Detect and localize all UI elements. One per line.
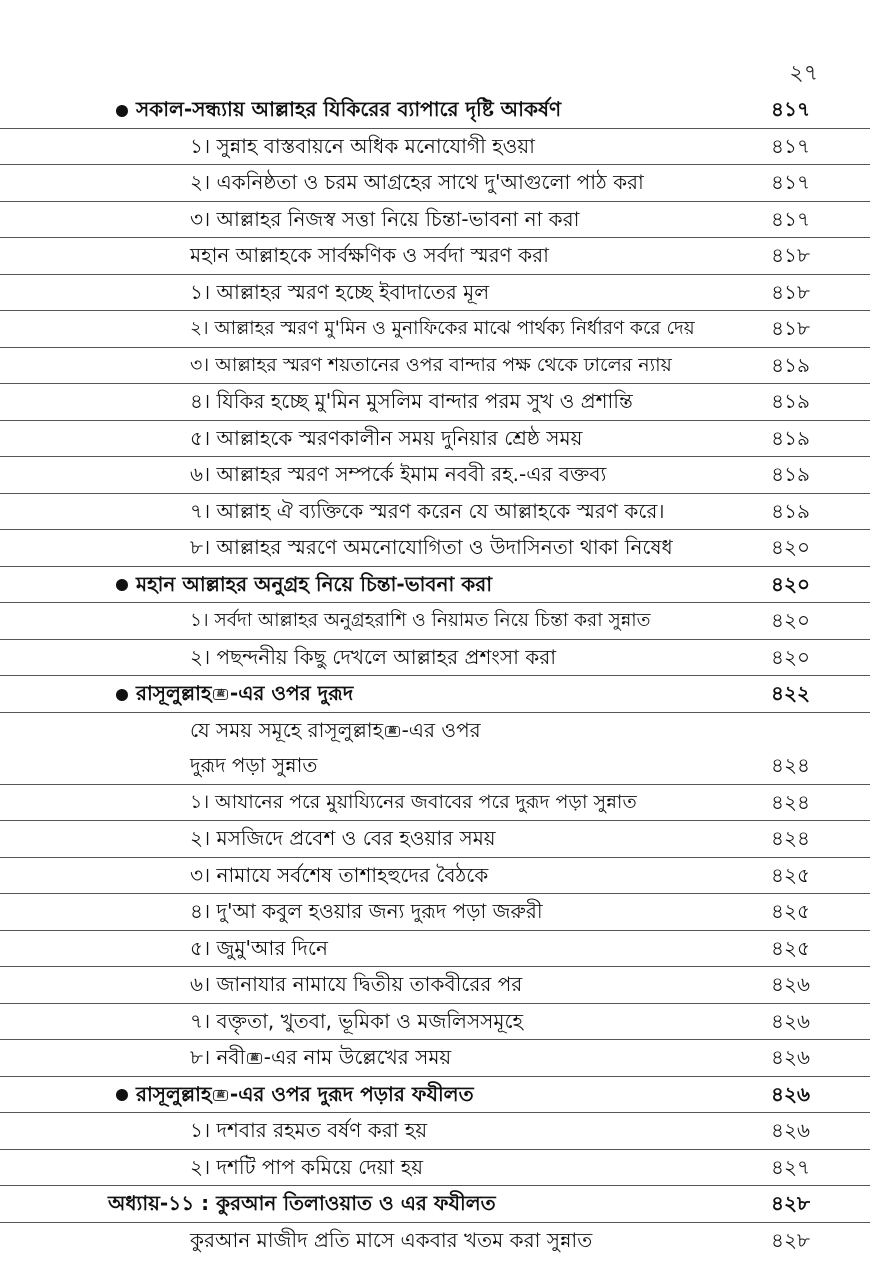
table-of-contents xyxy=(0,92,870,1258)
entry-page: ৪২০ xyxy=(771,644,810,669)
entry-page: ৪২০ xyxy=(771,571,810,596)
entry-page: ৪২৫ xyxy=(771,862,810,887)
entry-title: ৩। আল্লাহর নিজস্ব সত্তা নিয়ে চিন্তা-ভাবনা না করা xyxy=(190,206,580,231)
toc-entry xyxy=(0,785,870,822)
toc-entry xyxy=(0,1223,870,1259)
entry-page: ৪২৮ xyxy=(771,1227,810,1252)
entry-page: ৪২২ xyxy=(771,681,810,705)
entry-page: ৪১৯ xyxy=(771,389,810,413)
entry-page: ৪১৮ xyxy=(771,279,810,304)
toc-entry xyxy=(0,821,870,858)
entry-title: ৫। জুমু'আর দিনে xyxy=(190,935,328,960)
entry-title xyxy=(136,676,353,712)
toc-entry xyxy=(0,530,870,567)
toc-entry xyxy=(0,348,870,385)
toc-entry xyxy=(0,1004,870,1041)
entry-page: ৪১৯ xyxy=(771,498,810,523)
toc-entry xyxy=(0,457,870,494)
toc-entry-heading xyxy=(0,567,870,604)
chapter-title: অধ্যায়-১১ : কুরআন তিলাওয়াত ও এর ফযীলত xyxy=(108,1191,496,1215)
toc-entry xyxy=(0,165,870,202)
entry-page: ৪১৮ xyxy=(771,243,810,267)
entry-title: দুরূদ পড়া সুন্নাত xyxy=(190,753,318,777)
entry-page: ৪২৫ xyxy=(771,899,810,923)
entry-title: ৭। আল্লাহ ঐ ব্যক্তিকে স্মরণ করেন যে আল্লাহকে স্মরণ করে। xyxy=(190,498,665,523)
entry-page: ৪১৯ xyxy=(771,425,810,450)
entry-title: ৬। আল্লাহর স্মরণ সম্পর্কে ইমাম নববী রহ.-এর বক্তব্য xyxy=(190,462,607,486)
entry-page: ৪২৬ xyxy=(771,1118,810,1142)
entry-page: ৪২০ xyxy=(771,608,810,632)
entry-title-part: যে সময় সমূহে রাসূলুল্লাহ xyxy=(190,717,384,742)
entry-page: ৪২৫ xyxy=(771,935,810,960)
toc-chapter-heading xyxy=(0,1186,870,1223)
toc-entry xyxy=(0,129,870,166)
toc-entry xyxy=(0,421,870,458)
entry-title: কুরআন মাজীদ প্রতি মাসে একবার খতম করা সুন্নাত xyxy=(190,1227,593,1252)
toc-entry xyxy=(0,1040,870,1077)
toc-entry xyxy=(0,202,870,239)
entry-title xyxy=(190,1040,451,1076)
toc-entry xyxy=(0,384,870,421)
entry-title-part: রাসূলুল্লাহ xyxy=(136,681,212,705)
entry-title: ৭। বক্তৃতা, খুতবা, ভূমিকা ও মজলিসসমূহে xyxy=(190,1008,524,1033)
bullet-icon xyxy=(116,676,138,712)
entry-page: ৪২৬ xyxy=(771,1081,810,1106)
toc-entry xyxy=(0,858,870,895)
entry-page: ৪১৮ xyxy=(771,316,810,340)
entry-title xyxy=(190,713,481,749)
entry-page: ৪২৮ xyxy=(771,1191,810,1215)
salawat-seal-icon: ﷺ xyxy=(213,1090,227,1101)
entry-title: সকাল-সন্ধ্যায় আল্লাহর যিকিরের ব্যাপারে দৃষ্টি আকর্ষণ xyxy=(136,97,562,121)
entry-title: ৪। যিকির হচ্ছে মু'মিন মুসলিম বান্দার পরম সুখ ও প্রশান্তি xyxy=(190,389,633,413)
entry-page: ৪২৪ xyxy=(771,789,810,814)
entry-title: ৮। আল্লাহর স্মরণে অমনোযোগিতা ও উদাসিনতা থাকা নিষেধ xyxy=(190,535,673,559)
entry-title: ৬। জানাযার নামাযে দ্বিতীয় তাকবীরের পর xyxy=(190,972,523,996)
entry-title: ২। আল্লাহর স্মরণ মু'মিন ও মুনাফিকের মাঝে পার্থক্য নির্ধারণ করে দেয় xyxy=(190,318,695,339)
entry-title: ৩। আল্লাহর স্মরণ শয়তানের ওপর বান্দার পক্ষ থেকে ঢালের ন্যায় xyxy=(190,353,672,376)
entry-page: ৪১৯ xyxy=(771,352,810,377)
salawat-seal-icon: ﷺ xyxy=(247,1053,261,1064)
entry-title: ২। পছন্দনীয় কিছু দেখলে আল্লাহর প্রশংসা করা xyxy=(190,644,557,669)
entry-title: ১। সুন্নাহ বাস্তবায়নে অধিক মনোযোগী হওয়া xyxy=(190,133,535,158)
entry-page: ৪১৭ xyxy=(771,133,810,158)
toc-entry xyxy=(0,713,870,749)
toc-entry-heading xyxy=(0,1077,870,1114)
bullet-icon xyxy=(116,1077,138,1113)
toc-entry xyxy=(0,1113,870,1150)
bullet-icon xyxy=(116,567,138,603)
entry-title-part: -এর নাম উল্লেখের সময় xyxy=(263,1045,452,1069)
entry-title xyxy=(136,1077,474,1113)
toc-entry xyxy=(0,931,870,968)
entry-title: ১। আযানের পরে মুয়ায্যিনের জবাবের পরে দুরূদ পড়া সুন্নাত xyxy=(190,790,637,813)
entry-title: মহান আল্লাহর অনুগ্রহ নিয়ে চিন্তা-ভাবনা করা xyxy=(136,571,493,596)
entry-title: ২। একনিষ্ঠতা ও চরম আগ্রহের সাথে দু'আগুলো পাঠ করা xyxy=(190,170,644,194)
toc-entry xyxy=(0,894,870,931)
entry-page: ৪১৭ xyxy=(771,97,810,121)
page-number: ২৭ xyxy=(789,61,818,86)
entry-title: ৫। আল্লাহকে স্মরণকালীন সময় দুনিয়ার শ্রেষ্ঠ সময় xyxy=(190,425,583,450)
entry-title: ১। সর্বদা আল্লাহর অনুগ্রহরাশি ও নিয়ামত নিয়ে চিন্তা করা সুন্নাত xyxy=(190,610,651,631)
entry-title-part: রাসূলুল্লাহ xyxy=(136,1081,212,1106)
entry-title: ১। দশবার রহমত বর্ষণ করা হয় xyxy=(190,1118,428,1142)
salawat-seal-icon: ﷺ xyxy=(213,689,227,700)
toc-entry xyxy=(0,238,870,275)
toc-entry xyxy=(0,748,870,785)
entry-title: ২। মসজিদে প্রবেশ ও বের হওয়ার সময় xyxy=(190,826,496,850)
entry-page: ৪২০ xyxy=(771,535,810,559)
toc-entry xyxy=(0,603,870,640)
entry-title: ১। আল্লাহর স্মরণ হচ্ছে ইবাদাতের মূল xyxy=(190,279,490,304)
toc-entry-heading xyxy=(0,92,870,129)
entry-title: ৩। নামাযে সর্বশেষ তাশাহহুদের বৈঠকে xyxy=(190,862,489,887)
entry-title-part: -এর ওপর xyxy=(401,717,481,742)
toc-entry xyxy=(0,1150,870,1187)
salawat-seal-icon: ﷺ xyxy=(385,726,399,737)
entry-title: ২। দশটি পাপ কমিয়ে দেয়া হয় xyxy=(190,1154,423,1179)
entry-page: ৪২৭ xyxy=(771,1154,810,1179)
toc-entry xyxy=(0,311,870,348)
entry-title-part: -এর ওপর দুরূদ xyxy=(229,681,354,705)
bullet-icon xyxy=(116,92,138,128)
entry-page: ৪২৪ xyxy=(771,753,810,777)
entry-page: ৪২৬ xyxy=(771,1045,810,1069)
entry-title: ৪। দু'আ কবুল হওয়ার জন্য দুরূদ পড়া জরুরী xyxy=(190,899,543,923)
entry-title: মহান আল্লাহকে সার্বক্ষণিক ও সর্বদা স্মরণ করা xyxy=(190,243,549,267)
entry-title-part: ৮। নবী xyxy=(190,1045,246,1069)
toc-entry xyxy=(0,494,870,531)
toc-entry xyxy=(0,967,870,1004)
entry-title-part: -এর ওপর দুরূদ পড়ার ফযীলত xyxy=(229,1081,474,1106)
toc-entry-heading xyxy=(0,676,870,713)
entry-page: ৪২৬ xyxy=(771,1008,810,1033)
entry-page: ৪১৭ xyxy=(771,206,810,231)
toc-entry xyxy=(0,640,870,677)
entry-page: ৪২৬ xyxy=(771,972,810,996)
entry-page: ৪২৪ xyxy=(771,826,810,850)
toc-entry xyxy=(0,275,870,312)
entry-page: ৪১৭ xyxy=(771,170,810,194)
entry-page: ৪১৯ xyxy=(771,462,810,486)
